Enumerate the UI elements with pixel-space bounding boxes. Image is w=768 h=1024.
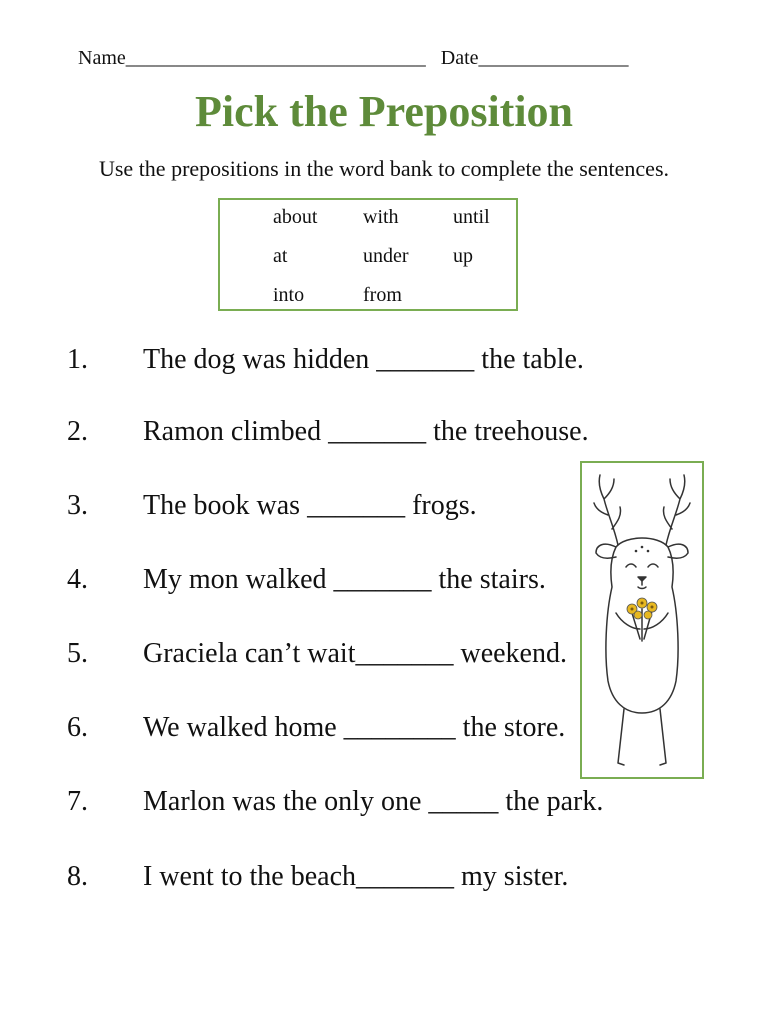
name-date-line — [78, 47, 718, 70]
sentence-text: We walked home ________ the store. — [143, 712, 566, 743]
word-bank-item: under — [363, 245, 409, 267]
date-label: Date — [440, 47, 479, 69]
sentence-row — [0, 786, 768, 826]
sentence-text: Graciela can’t wait_______ weekend. — [143, 638, 567, 669]
instructions: Use the prepositions in the word bank to complete the sentences. — [98, 156, 670, 181]
worksheet-title: Pick the Preposition — [194, 87, 574, 136]
sentence-text: The book was _______ frogs. — [143, 490, 477, 521]
word-bank-item: from — [363, 284, 402, 306]
sentence-text: My mon walked _______ the stairs. — [143, 564, 546, 595]
word-bank-item: up — [453, 245, 473, 267]
name-label: Name — [78, 47, 126, 69]
sentence-number: 7. — [67, 786, 88, 817]
word-bank-item: into — [273, 284, 305, 306]
sentence-text: Marlon was the only one _____ the park. — [143, 786, 604, 817]
sentence-number: 8. — [67, 861, 88, 892]
sentence-number: 5. — [67, 638, 88, 669]
sentence-number: 1. — [67, 344, 88, 375]
sentence-row — [0, 861, 768, 901]
word-bank-item: at — [273, 245, 288, 267]
word-bank-item: about — [273, 206, 318, 228]
deer-with-flowers-icon — [582, 463, 702, 777]
sentence-number: 6. — [67, 712, 88, 743]
word-bank-item: until — [453, 206, 490, 228]
sentence-text: I went to the beach_______ my sister. — [143, 861, 569, 892]
name-field[interactable]: ______________________________ — [125, 47, 426, 69]
sentence-number: 2. — [67, 416, 88, 447]
deer-illustration-frame — [580, 461, 704, 779]
sentence-row — [0, 416, 768, 456]
sentence-number: 3. — [67, 490, 88, 521]
date-field[interactable]: _______________ — [478, 47, 629, 69]
word-bank-item: with — [363, 206, 399, 228]
sentence-text: The dog was hidden _______ the table. — [143, 344, 584, 375]
word-bank — [218, 198, 518, 311]
sentence-number: 4. — [67, 564, 88, 595]
sentence-text: Ramon climbed _______ the treehouse. — [143, 416, 589, 447]
sentence-row — [0, 344, 768, 384]
